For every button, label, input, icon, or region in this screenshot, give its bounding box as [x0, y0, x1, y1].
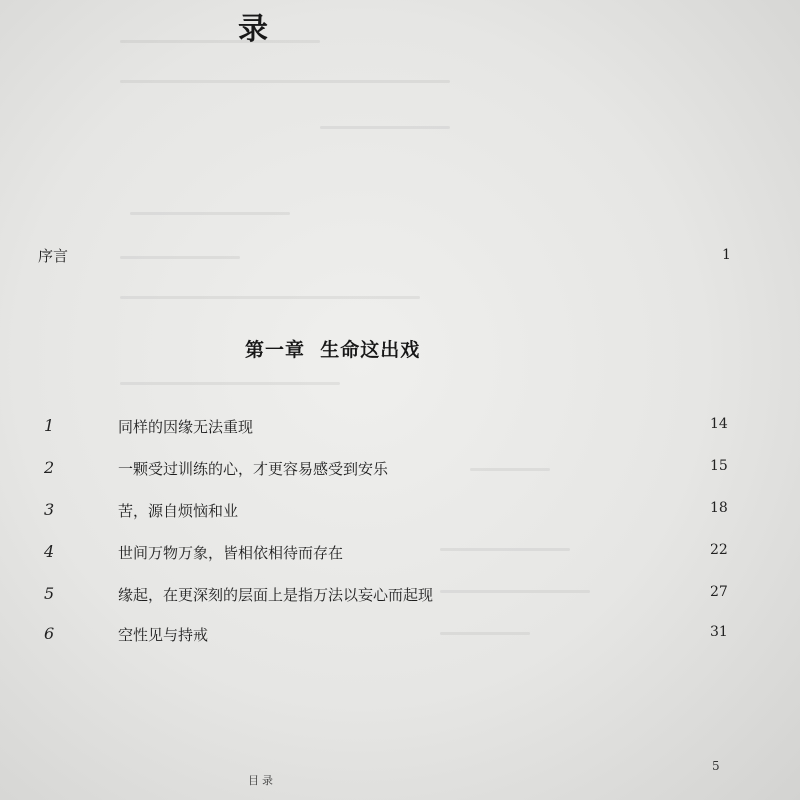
toc-entry-page: 15 — [710, 458, 728, 474]
toc-entry — [0, 542, 800, 568]
footer-page-number: 5 — [712, 759, 720, 773]
toc-entry-page: 22 — [710, 542, 728, 558]
page-heading: 录 — [238, 12, 270, 47]
toc-entry — [0, 416, 800, 442]
toc-entry-title: 同样的因缘无法重现 — [118, 418, 254, 436]
toc-entry-number: 4 — [44, 542, 55, 561]
toc-entry-page: 27 — [710, 584, 728, 600]
toc-entry — [0, 500, 800, 526]
toc-entry-title: 世间万物万象，皆相依相待而存在 — [118, 544, 344, 562]
toc-entry — [0, 458, 800, 484]
preface-page-number: 1 — [722, 247, 731, 263]
toc-entry-number: 2 — [44, 458, 55, 477]
toc-entry-title: 空性见与持戒 — [118, 626, 209, 644]
toc-entry-title: 缘起，在更深刻的层面上是指万法以妄心而起现 — [118, 586, 434, 604]
footer-section-label: 目录 — [248, 774, 276, 787]
toc-entry-title: 苦，源自烦恼和业 — [118, 502, 239, 520]
preface-label: 序言 — [38, 247, 69, 265]
chapter-title: 第一章 生命这出戏 — [245, 339, 421, 361]
toc-entry — [0, 624, 800, 650]
toc-entry-page: 31 — [710, 624, 728, 640]
toc-entry-number: 1 — [44, 416, 55, 435]
toc-entry-number: 5 — [44, 584, 55, 603]
toc-entry-number: 6 — [44, 624, 55, 643]
toc-entry-number: 3 — [44, 500, 55, 519]
toc-entry-title: 一颗受过训练的心，才更容易感受到安乐 — [118, 460, 389, 478]
toc-entry-page: 18 — [710, 500, 728, 516]
toc-entry-page: 14 — [710, 416, 728, 432]
toc-entry — [0, 584, 800, 610]
